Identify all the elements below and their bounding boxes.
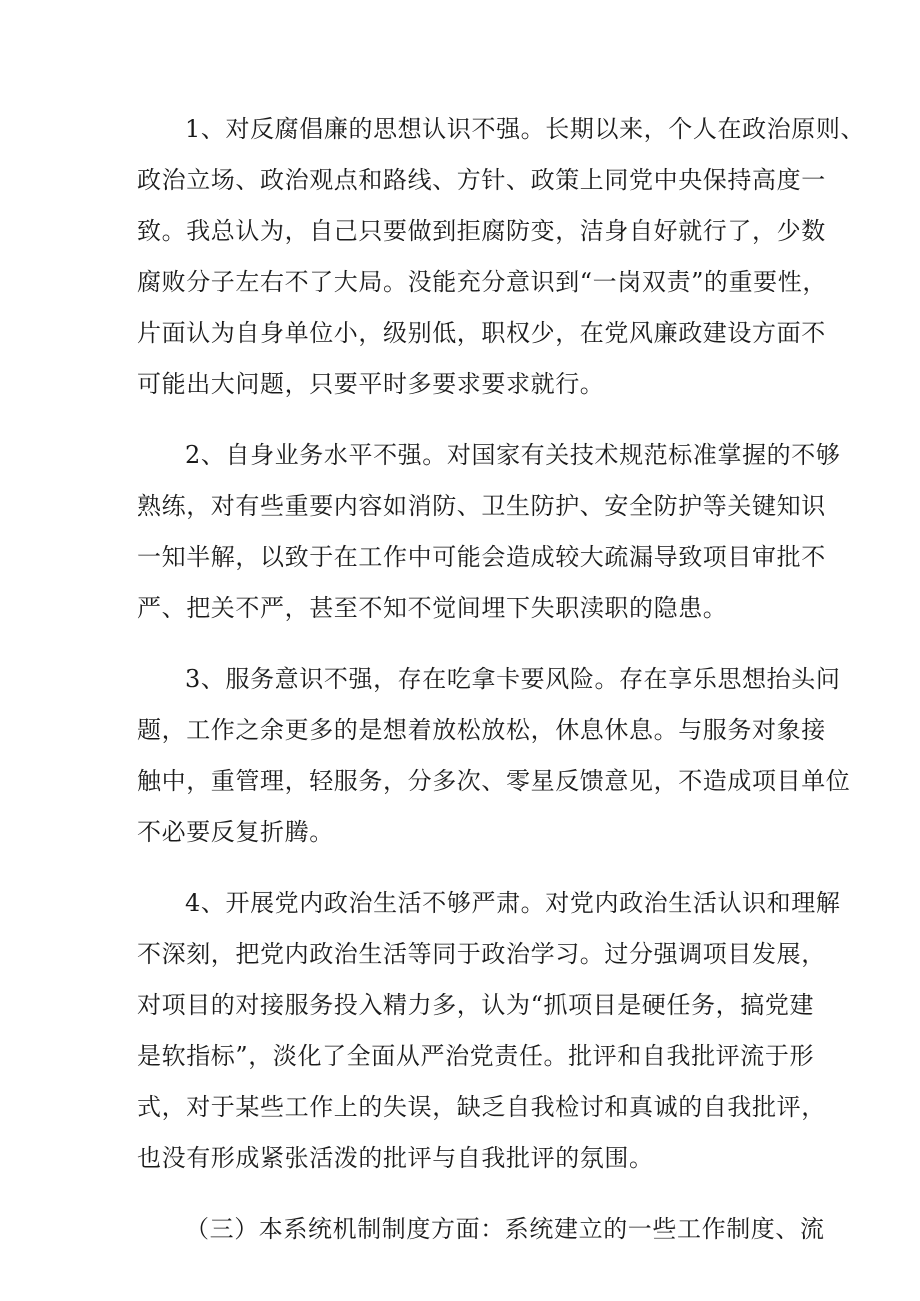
text-line: 3、服务意识不强，存在吃拿卡要风险。存在享乐思想抬头问 (185, 665, 841, 693)
text-line: 熟练，对有些重要内容如消防、卫生防护、安全防护等关键知识 (137, 492, 826, 520)
paragraph-2 (137, 430, 841, 634)
text-line: 片面认为自身单位小，级别低，职权少，在党风廉政建设方面不 (137, 319, 826, 347)
text-line: 一知半解，以致于在工作中可能会造成较大疏漏导致项目审批不 (137, 543, 826, 571)
text-line: 不深刻，把党内政治生活等同于政治学习。过分强调项目发展， (137, 940, 826, 968)
text-line: 可能出大问题，只要平时多要求要求就行。 (137, 370, 605, 398)
paragraph-spacing (137, 1184, 792, 1204)
paragraph-spacing (137, 634, 792, 654)
text-line: 对项目的对接服务投入精力多，认为“抓项目是硬任务，搞党建 (137, 991, 815, 1019)
text-line: 不必要反复折腾。 (137, 818, 334, 846)
text-line: 也没有形成紧张活泼的批评与自我批评的氛围。 (137, 1144, 654, 1172)
text-line: 腐败分子左右不了大局。没能充分意识到“一岗双责”的重要性， (137, 268, 827, 296)
document-body (137, 104, 866, 1255)
text-line: 是软指标”，淡化了全面从严治党责任。批评和自我批评流于形 (137, 1042, 815, 1070)
paragraph-spacing (137, 410, 792, 430)
text-line: 4、开展党内政治生活不够严肃。对党内政治生活认识和理解 (185, 889, 841, 917)
paragraph-spacing (137, 858, 792, 878)
text-line: 式，对于某些工作上的失误，缺乏自我检讨和真诚的自我批评， (137, 1093, 826, 1121)
text-line: （三）本系统机制制度方面：系统建立的一些工作制度、流 (185, 1215, 825, 1243)
text-line: 政治立场、政治观点和路线、方针、政策上同党中央保持高度一 (137, 166, 826, 194)
paragraph-4 (137, 878, 841, 1184)
text-line: 2、自身业务水平不强。对国家有关技术规范标准掌握的不够 (185, 441, 841, 469)
section-heading-paragraph (137, 1204, 825, 1255)
paragraph-1 (137, 104, 866, 410)
paragraph-3 (137, 654, 851, 858)
text-line: 题，工作之余更多的是想着放松放松，休息休息。与服务对象接 (137, 716, 826, 744)
text-line: 触中，重管理，轻服务，分多次、零星反馈意见，不造成项目单位 (137, 767, 851, 795)
text-line: 严、把关不严，甚至不知不觉间埋下失职渎职的隐患。 (137, 594, 728, 622)
text-line: 1、对反腐倡廉的思想认识不强。长期以来，个人在政治原则、 (185, 115, 866, 143)
text-line: 致。我总认为，自己只要做到拒腐防变，洁身自好就行了，少数 (137, 217, 826, 245)
